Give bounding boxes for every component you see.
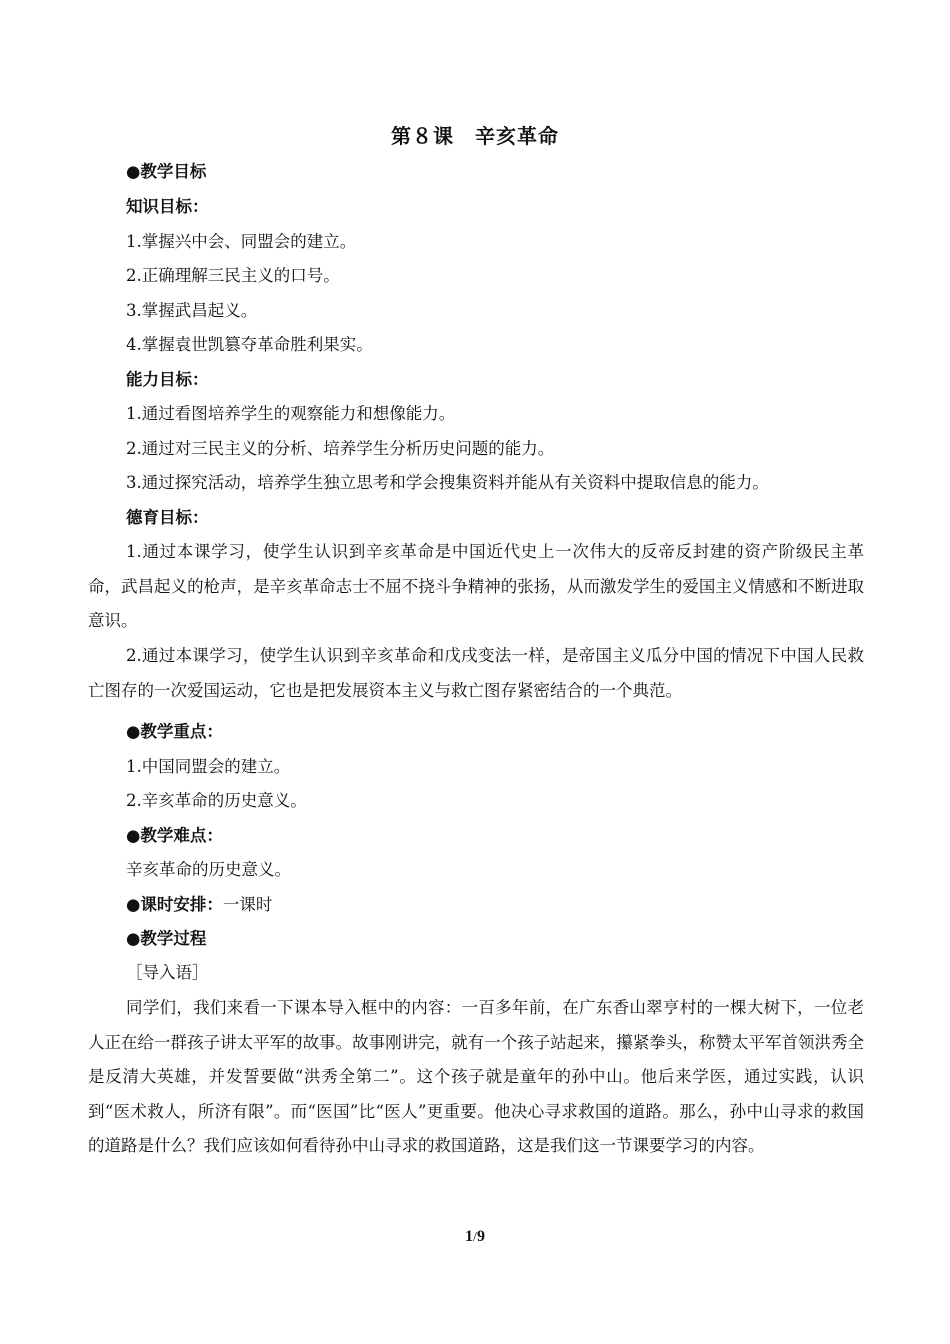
current-page: 1 <box>465 1228 474 1245</box>
objectives-heading: ●教学目标 <box>126 162 207 181</box>
page-separator: / <box>473 1230 477 1245</box>
difficulty-text: 辛亥革命的历史意义。 <box>126 860 291 879</box>
page-title: 第８课 辛亥革命 <box>391 124 559 148</box>
knowledge-item: 2.正确理解三民主义的口号。 <box>126 266 340 285</box>
schedule-text: 一课时 <box>222 895 273 914</box>
total-pages: 9 <box>476 1228 485 1245</box>
ability-item: 2.通过对三民主义的分析、培养学生分析历史问题的能力。 <box>126 439 555 458</box>
ability-item: 1.通过看图培养学生的观察能力和想像能力。 <box>126 404 456 423</box>
moral-item: 2.通过本课学习，使学生认识到辛亥革命和戊戌变法一样，是帝国主义瓜分中国的情况下中国人民救亡图存的一次爱国运动，它也是把发展资本主义与救亡图存紧密结合的一个典范。 <box>88 646 864 700</box>
schedule-heading: ●课时安排： <box>126 895 223 914</box>
knowledge-heading: 知识目标： <box>126 197 209 216</box>
key-point-item: 1.中国同盟会的建立。 <box>126 757 291 776</box>
process-heading: ●教学过程 <box>126 929 207 948</box>
knowledge-item: 4.掌握袁世凯篡夺革命胜利果实。 <box>126 335 373 354</box>
ability-item: 3.通过探究活动，培养学生独立思考和学会搜集资料并能从有关资料中提取信息的能力。 <box>126 473 769 492</box>
page-number <box>0 1228 950 1246</box>
difficulty-heading: ●教学难点： <box>126 826 223 845</box>
moral-item: 1.通过本课学习，使学生认识到辛亥革命是中国近代史上一次伟大的反帝反封建的资产阶级民主革命，武昌起义的枪声，是辛亥革命志士不屈不挠斗争精神的张扬，从而激发学生的爱国主义情感和不断进取意识。 <box>88 542 864 630</box>
intro-label: ［导入语］ <box>126 963 209 982</box>
ability-heading: 能力目标： <box>126 370 209 389</box>
intro-paragraph: 同学们，我们来看一下课本导入框中的内容：一百多年前，在广东香山翠亨村的一棵大树下，一位老人正在给一群孩子讲太平军的故事。故事刚讲完，就有一个孩子站起来，攥紧拳头，称赞太平军首领洪秀全是反清大英雄，并发誓要做“洪秀全第二”。这个孩子就是童年的孙中山。他后来学医，通过实践，认识到“医术救人，所济有限”。而“医国”比“医人”更重要。他决心寻求救国的道路。那么，孙中山寻求的救国的道路是什么？我们应该如何看待孙中山寻求的救国道路，这是我们这一节课要学习的内容。 <box>88 998 864 1155</box>
schedule-row <box>126 895 272 915</box>
moral-heading: 德育目标： <box>126 508 209 527</box>
key-point-item: 2.辛亥革命的历史意义。 <box>126 791 307 810</box>
knowledge-item: 1.掌握兴中会、同盟会的建立。 <box>126 232 357 251</box>
knowledge-item: 3.掌握武昌起义。 <box>126 301 258 320</box>
key-points-heading: ●教学重点： <box>126 722 223 741</box>
